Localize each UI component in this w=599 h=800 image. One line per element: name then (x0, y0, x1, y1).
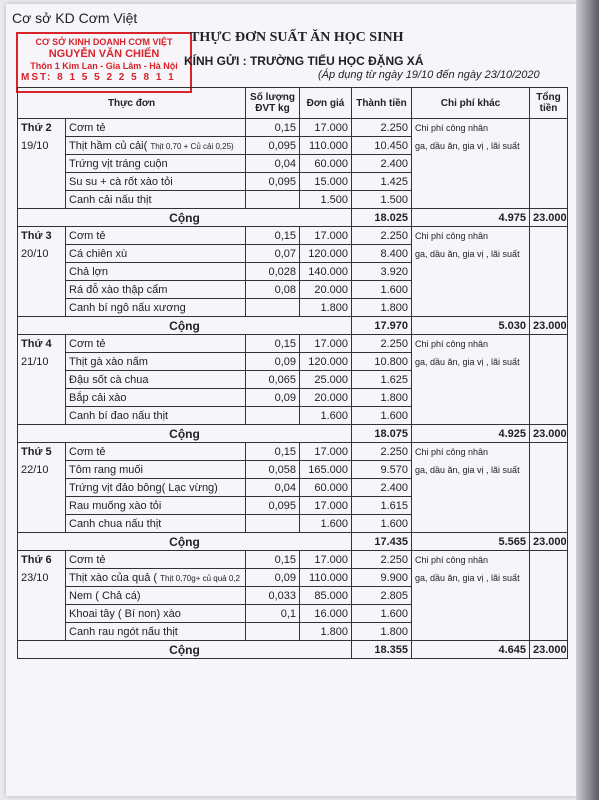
other-cost-cell (412, 281, 530, 299)
dish-cell (66, 605, 246, 623)
other-cost-cell (412, 371, 530, 389)
total-cell (530, 173, 568, 191)
day-label: Thứ 3 (18, 227, 66, 245)
day-total-row (18, 533, 568, 551)
other-cost-cell (412, 173, 530, 191)
total-cell (530, 119, 568, 137)
table-row (18, 569, 568, 587)
total-cell (530, 461, 568, 479)
date-label: 23/10 (18, 569, 66, 587)
day-label: Thứ 6 (18, 551, 66, 569)
total-cell (530, 587, 568, 605)
dish-cell (66, 587, 246, 605)
price-cell: 1.600 (300, 515, 352, 533)
dish-name: Thịt hầm củ cải( (69, 139, 148, 152)
date-label: 19/10 (18, 137, 66, 155)
price-cell: 110.000 (300, 569, 352, 587)
day-cell (18, 389, 66, 407)
price-cell: 110.000 (300, 137, 352, 155)
dish-name: Trứng vịt đảo bông( Lạc vừng) (69, 481, 218, 494)
qty-cell: 0,09 (246, 353, 300, 371)
amount-cell: 2.250 (352, 119, 412, 137)
grand-total-cell: 23.000 (530, 425, 568, 443)
total-cell (530, 227, 568, 245)
day-label: Thứ 4 (18, 335, 66, 353)
price-cell: 60.000 (300, 155, 352, 173)
subtotal-cell: 18.355 (352, 641, 412, 659)
table-row (18, 497, 568, 515)
total-cell (530, 371, 568, 389)
dish-name: Nem ( Chả cá) (69, 589, 141, 602)
day-cell (18, 623, 66, 641)
page-edge-shadow (576, 0, 599, 800)
day-cell (18, 371, 66, 389)
dish-name: Chả lợn (69, 265, 109, 278)
price-cell: 1.800 (300, 623, 352, 641)
other-cost-cell (412, 587, 530, 605)
other-cost-cell (412, 515, 530, 533)
col-other: Chi phí khác (412, 88, 530, 119)
dish-name: Canh rau ngót nấu thịt (69, 625, 178, 638)
amount-cell: 2.250 (352, 227, 412, 245)
qty-cell (246, 407, 300, 425)
dish-name: Cá chiên xù (69, 247, 128, 260)
total-cell (530, 443, 568, 461)
total-cell (530, 299, 568, 317)
amount-cell: 2.250 (352, 551, 412, 569)
day-cell (18, 281, 66, 299)
other-cost-cell (412, 155, 530, 173)
qty-cell: 0,095 (246, 173, 300, 191)
total-cell (530, 335, 568, 353)
qty-cell (246, 191, 300, 209)
dish-cell (66, 299, 246, 317)
dish-name: Tôm rang muối (69, 463, 143, 476)
dish-cell (66, 551, 246, 569)
dish-name: Canh bí đao nấu thịt (69, 409, 169, 422)
amount-cell: 2.805 (352, 587, 412, 605)
day-total-row (18, 317, 568, 335)
menu-table (17, 87, 568, 659)
other-total-cell: 5.565 (412, 533, 530, 551)
subtotal-cell: 18.025 (352, 209, 412, 227)
dish-cell (66, 515, 246, 533)
price-cell: 120.000 (300, 353, 352, 371)
table-row (18, 461, 568, 479)
qty-cell: 0,15 (246, 443, 300, 461)
subtotal-cell: 17.970 (352, 317, 412, 335)
dish-name: Cơm tẻ (69, 121, 106, 134)
amount-cell: 1.600 (352, 407, 412, 425)
total-cell (530, 605, 568, 623)
price-cell: 85.000 (300, 587, 352, 605)
org-line: Cơ sở KD Cơm Việt (12, 10, 138, 26)
other-cost-cell: ga, dầu ăn, gia vị , lãi suất (412, 461, 530, 479)
price-cell: 25.000 (300, 371, 352, 389)
total-cell (530, 281, 568, 299)
dish-cell (66, 173, 246, 191)
dish-cell (66, 335, 246, 353)
amount-cell: 1.600 (352, 605, 412, 623)
dish-name: Cơm tẻ (69, 229, 106, 242)
amount-cell: 1.600 (352, 515, 412, 533)
table-row (18, 587, 568, 605)
dish-name: Canh cải nấu thịt (69, 193, 152, 206)
other-cost-cell (412, 407, 530, 425)
other-total-cell: 4.925 (412, 425, 530, 443)
dish-name: Rá đỗ xào thập cẩm (69, 283, 168, 296)
day-cell (18, 497, 66, 515)
price-cell: 1.800 (300, 299, 352, 317)
total-cell (530, 263, 568, 281)
other-cost-cell (412, 497, 530, 515)
day-cell (18, 299, 66, 317)
qty-cell: 0,15 (246, 119, 300, 137)
table-row (18, 245, 568, 263)
qty-cell: 0,065 (246, 371, 300, 389)
total-cell (530, 569, 568, 587)
amount-cell: 8.400 (352, 245, 412, 263)
amount-cell: 1.425 (352, 173, 412, 191)
qty-cell (246, 299, 300, 317)
dish-name: Bắp cải xào (69, 391, 127, 404)
stamp-line-3: Thôn 1 Kim Lan - Gia Lâm - Hà Nội (30, 61, 178, 71)
other-cost-cell: Chi phí công nhân (412, 443, 530, 461)
amount-cell: 1.800 (352, 299, 412, 317)
grand-total-cell: 23.000 (530, 317, 568, 335)
amount-cell: 2.250 (352, 443, 412, 461)
qty-cell: 0,033 (246, 587, 300, 605)
col-amount: Thành tiền (352, 88, 412, 119)
dish-cell (66, 191, 246, 209)
dish-name: Trứng vịt tráng cuộn (69, 157, 168, 170)
table-row (18, 281, 568, 299)
subtotal-cell: 18.075 (352, 425, 412, 443)
dish-cell (66, 371, 246, 389)
dish-cell (66, 479, 246, 497)
dish-cell (66, 497, 246, 515)
date-label: 22/10 (18, 461, 66, 479)
amount-cell: 9.900 (352, 569, 412, 587)
dish-cell (66, 389, 246, 407)
other-cost-cell: ga, dầu ăn, gia vị , lãi suất (412, 245, 530, 263)
qty-cell: 0,09 (246, 569, 300, 587)
dish-cell (66, 407, 246, 425)
total-cell (530, 479, 568, 497)
dish-cell (66, 245, 246, 263)
day-cell (18, 155, 66, 173)
qty-cell: 0,04 (246, 479, 300, 497)
table-row (18, 155, 568, 173)
col-total: Tổng tiền (530, 88, 568, 119)
other-cost-cell (412, 389, 530, 407)
dish-cell (66, 461, 246, 479)
total-cell (530, 155, 568, 173)
total-cell (530, 245, 568, 263)
total-label: Cộng (18, 209, 352, 227)
price-cell: 15.000 (300, 173, 352, 191)
total-cell (530, 407, 568, 425)
amount-cell: 1.615 (352, 497, 412, 515)
table-row (18, 263, 568, 281)
dish-note: Thịt 0,70 + Củ cải 0,25) (150, 141, 234, 151)
qty-cell: 0,09 (246, 389, 300, 407)
stamp-tax-code: MST: 8 1 5 5 2 2 5 8 1 1 (21, 72, 176, 83)
other-cost-cell: ga, dầu ăn, gia vị , lãi suất (412, 569, 530, 587)
total-cell (530, 353, 568, 371)
total-cell (530, 497, 568, 515)
dish-name: Su su + cà rốt xào tỏi (69, 175, 173, 188)
other-cost-cell: ga, dầu ăn, gia vị , lãi suất (412, 353, 530, 371)
document-title: THỰC ĐƠN SUẤT ĂN HỌC SINH (190, 30, 404, 45)
price-cell: 20.000 (300, 281, 352, 299)
other-total-cell: 5.030 (412, 317, 530, 335)
company-stamp (16, 32, 192, 93)
day-cell (18, 191, 66, 209)
dish-name: Đậu sốt cà chua (69, 373, 149, 386)
amount-cell: 2.400 (352, 155, 412, 173)
other-cost-cell: Chi phí công nhân (412, 119, 530, 137)
date-label: 20/10 (18, 245, 66, 263)
dish-name: Cơm tẻ (69, 553, 106, 566)
table-row (18, 137, 568, 155)
day-cell (18, 479, 66, 497)
table-header-row (18, 88, 568, 119)
dish-cell (66, 119, 246, 137)
day-total-row (18, 209, 568, 227)
table-row (18, 479, 568, 497)
qty-cell: 0,15 (246, 335, 300, 353)
dish-name: Rau muống xào tỏi (69, 499, 162, 512)
total-label: Cộng (18, 533, 352, 551)
dish-cell (66, 443, 246, 461)
price-cell: 60.000 (300, 479, 352, 497)
day-cell (18, 587, 66, 605)
table-row (18, 335, 568, 353)
qty-cell: 0,058 (246, 461, 300, 479)
qty-cell: 0,1 (246, 605, 300, 623)
dish-cell (66, 263, 246, 281)
price-cell: 17.000 (300, 227, 352, 245)
table-row (18, 119, 568, 137)
total-cell (530, 389, 568, 407)
total-cell (530, 137, 568, 155)
col-menu: Thực đơn (18, 88, 246, 119)
price-cell: 1.500 (300, 191, 352, 209)
dish-cell (66, 137, 246, 155)
other-cost-cell (412, 191, 530, 209)
table-row (18, 299, 568, 317)
grand-total-cell: 23.000 (530, 209, 568, 227)
dish-name: Canh chua nấu thịt (69, 517, 162, 530)
day-cell (18, 515, 66, 533)
total-label: Cộng (18, 641, 352, 659)
amount-cell: 1.500 (352, 191, 412, 209)
dish-cell (66, 353, 246, 371)
amount-cell: 2.250 (352, 335, 412, 353)
total-cell (530, 551, 568, 569)
total-cell (530, 623, 568, 641)
other-cost-cell (412, 299, 530, 317)
price-cell: 17.000 (300, 551, 352, 569)
day-total-row (18, 425, 568, 443)
total-label: Cộng (18, 317, 352, 335)
other-total-cell: 4.975 (412, 209, 530, 227)
amount-cell: 1.625 (352, 371, 412, 389)
table-row (18, 443, 568, 461)
amount-cell: 3.920 (352, 263, 412, 281)
table-row (18, 515, 568, 533)
grand-total-cell: 23.000 (530, 641, 568, 659)
price-cell: 17.000 (300, 443, 352, 461)
other-total-cell: 4.645 (412, 641, 530, 659)
price-cell: 120.000 (300, 245, 352, 263)
date-label: 21/10 (18, 353, 66, 371)
table-row (18, 353, 568, 371)
table-row (18, 173, 568, 191)
amount-cell: 9.570 (352, 461, 412, 479)
qty-cell: 0,028 (246, 263, 300, 281)
table-row (18, 191, 568, 209)
price-cell: 1.600 (300, 407, 352, 425)
day-label: Thứ 2 (18, 119, 66, 137)
price-cell: 20.000 (300, 389, 352, 407)
price-cell: 165.000 (300, 461, 352, 479)
table-row (18, 227, 568, 245)
amount-cell: 2.400 (352, 479, 412, 497)
amount-cell: 1.600 (352, 281, 412, 299)
table-row (18, 389, 568, 407)
dish-name: Canh bí ngô nấu xương (69, 301, 186, 314)
period-line: (Áp dụng từ ngày 19/10 đến ngày 23/10/2020 (318, 69, 540, 81)
other-cost-cell (412, 623, 530, 641)
dish-cell (66, 569, 246, 587)
table-row (18, 623, 568, 641)
amount-cell: 10.800 (352, 353, 412, 371)
dish-name: Cơm tẻ (69, 337, 106, 350)
qty-cell (246, 623, 300, 641)
day-label: Thứ 5 (18, 443, 66, 461)
table-body (18, 119, 568, 659)
stamp-line-2: NGUYỄN VĂN CHIẾN (48, 48, 160, 60)
dish-cell (66, 227, 246, 245)
table-row (18, 551, 568, 569)
other-cost-cell (412, 605, 530, 623)
dish-name: Khoai tây ( Bí non) xào (69, 607, 181, 620)
other-cost-cell (412, 479, 530, 497)
price-cell: 17.000 (300, 119, 352, 137)
day-cell (18, 263, 66, 281)
table-row (18, 407, 568, 425)
qty-cell: 0,095 (246, 137, 300, 155)
dish-name: Thịt xào của quả ( (69, 571, 158, 584)
qty-cell: 0,07 (246, 245, 300, 263)
other-cost-cell (412, 263, 530, 281)
qty-cell: 0,15 (246, 227, 300, 245)
subtotal-cell: 17.435 (352, 533, 412, 551)
total-cell (530, 515, 568, 533)
other-cost-cell: Chi phí công nhân (412, 551, 530, 569)
price-cell: 140.000 (300, 263, 352, 281)
qty-cell: 0,08 (246, 281, 300, 299)
day-cell (18, 407, 66, 425)
price-cell: 17.000 (300, 497, 352, 515)
col-price: Đơn giá (300, 88, 352, 119)
day-total-row (18, 641, 568, 659)
other-cost-cell: ga, dầu ăn, gia vị , lãi suất (412, 137, 530, 155)
dish-note: Thịt 0,70g+ củ quả 0,2 (160, 573, 240, 583)
price-cell: 17.000 (300, 335, 352, 353)
other-cost-cell: Chi phí công nhân (412, 227, 530, 245)
dish-name: Thịt gà xào nấm (69, 355, 148, 368)
grand-total-cell: 23.000 (530, 533, 568, 551)
day-cell (18, 605, 66, 623)
day-cell (18, 173, 66, 191)
dish-cell (66, 623, 246, 641)
qty-cell: 0,15 (246, 551, 300, 569)
total-cell (530, 191, 568, 209)
other-cost-cell: Chi phí công nhân (412, 335, 530, 353)
dish-name: Cơm tẻ (69, 445, 106, 458)
dish-cell (66, 281, 246, 299)
table-row (18, 605, 568, 623)
qty-cell: 0,095 (246, 497, 300, 515)
col-qty: Số lượng ĐVT kg (246, 88, 300, 119)
amount-cell: 10.450 (352, 137, 412, 155)
stamp-line-1: CƠ SỞ KINH DOANH CƠM VIỆT (35, 37, 173, 47)
qty-cell: 0,04 (246, 155, 300, 173)
amount-cell: 1.800 (352, 623, 412, 641)
qty-cell (246, 515, 300, 533)
table-row (18, 371, 568, 389)
price-cell: 16.000 (300, 605, 352, 623)
amount-cell: 1.800 (352, 389, 412, 407)
total-label: Cộng (18, 425, 352, 443)
recipient-line: KÍNH GỬI : TRƯỜNG TIỂU HỌC ĐẶNG XÁ (184, 54, 424, 68)
dish-cell (66, 155, 246, 173)
